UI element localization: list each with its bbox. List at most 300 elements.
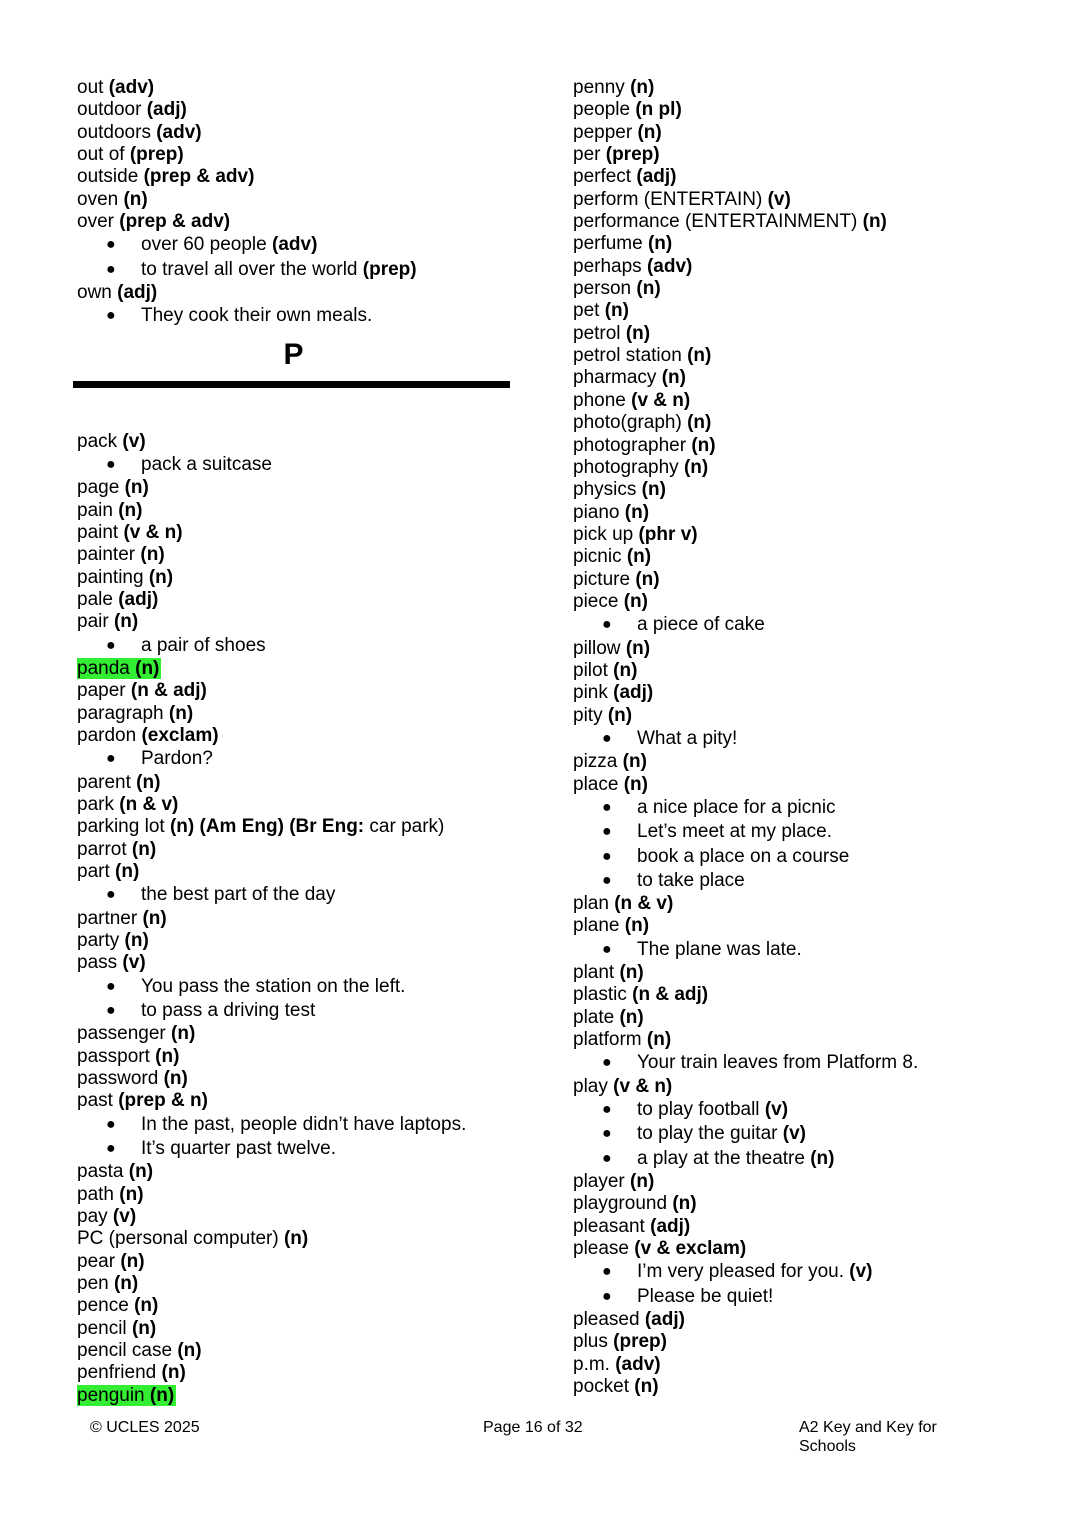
word-entry <box>77 839 527 861</box>
part-of-speech: (n) <box>113 611 139 633</box>
entry-word: outdoors <box>77 121 151 143</box>
bullet-icon: ● <box>602 823 612 841</box>
entry-text <box>573 323 650 344</box>
entry-word: pick up <box>573 523 634 545</box>
word-entry <box>77 431 527 453</box>
part-of-speech: (adj) <box>644 1308 685 1330</box>
entry-word: plant <box>573 962 615 984</box>
example-item <box>77 747 527 771</box>
example-text: Let’s meet at my place. <box>637 821 833 843</box>
entry-text <box>77 816 444 837</box>
entry-text <box>77 589 158 610</box>
word-entry <box>573 479 1053 501</box>
part-of-speech: (prep & n) <box>118 1090 208 1112</box>
entry-word: penguin <box>77 1384 145 1406</box>
word-entry <box>77 1295 527 1317</box>
example-item <box>77 258 527 282</box>
part-of-speech: (n) <box>135 657 160 679</box>
entry-word: painter <box>77 544 136 566</box>
entry-text <box>77 680 207 701</box>
word-entry <box>77 99 527 121</box>
part-of-speech: (n) <box>155 1045 180 1067</box>
part-of-speech: (n) <box>619 962 644 984</box>
entry-word: piece <box>573 590 619 612</box>
word-entry <box>573 367 1053 389</box>
part-of-speech: (n) <box>131 1317 157 1339</box>
part-of-speech: (adv) <box>646 255 693 277</box>
word-entry <box>77 611 527 633</box>
part-of-speech: (n) <box>177 1340 202 1362</box>
section-letter: P <box>283 337 304 371</box>
part-of-speech: (n) <box>124 930 149 952</box>
bullet-icon: ● <box>602 1263 612 1281</box>
part-of-speech: (n) <box>161 1362 186 1384</box>
word-entry <box>573 122 1053 144</box>
entry-word: outside <box>77 166 139 188</box>
word-entry <box>77 1362 527 1384</box>
entry-word: over <box>77 211 114 233</box>
entry-word: pack <box>77 430 118 452</box>
example-text: It’s quarter past twelve. <box>141 1137 337 1159</box>
word-entry <box>573 1029 1053 1051</box>
word-entry <box>573 457 1053 479</box>
word-entry <box>77 1184 527 1206</box>
entry-text <box>77 544 165 565</box>
word-entry <box>77 500 527 522</box>
part-of-speech: (n) <box>171 1023 196 1045</box>
entry-word: petrol <box>573 322 621 344</box>
word-entry <box>573 705 1053 727</box>
entry-word: pillow <box>573 637 621 659</box>
part-of-speech: (n) <box>637 121 662 143</box>
bullet-icon: ● <box>602 1287 612 1305</box>
word-entry <box>77 77 527 99</box>
highlighted-entry <box>77 658 527 680</box>
part-of-speech: (n pl) <box>635 99 682 121</box>
word-entry <box>573 1076 1053 1098</box>
entry-text <box>77 1090 208 1111</box>
word-entry <box>573 323 1053 345</box>
entry-word: oven <box>77 188 119 210</box>
part-of-speech: (n & v) <box>119 794 179 815</box>
part-of-speech: (adj) <box>636 166 677 188</box>
bullet-icon: ● <box>106 307 116 325</box>
example-item <box>573 1285 1053 1309</box>
entry-text <box>77 1184 144 1205</box>
entry-text <box>573 1238 746 1259</box>
entry-text <box>77 144 184 165</box>
part-of-speech: (n) <box>619 1006 644 1028</box>
entry-word: petrol station <box>573 345 682 367</box>
example-item <box>573 938 1053 962</box>
part-of-speech: (prep & adv) <box>119 211 231 233</box>
part-of-speech: (n) <box>683 456 709 478</box>
bullet-icon: ● <box>602 940 612 958</box>
example-text: a piece of cake <box>637 614 765 636</box>
entry-text <box>573 1216 690 1237</box>
example-text: Please be quiet! <box>637 1285 774 1307</box>
part-of-speech: (v) <box>122 952 146 974</box>
entry-text <box>573 435 716 456</box>
part-of-speech: (n) <box>623 590 648 612</box>
part-of-speech: (n) <box>647 233 673 255</box>
word-entry <box>573 345 1053 367</box>
entry-word: photo(graph) <box>573 412 682 434</box>
entry-word: pain <box>77 499 113 521</box>
entry-word: physics <box>573 479 637 501</box>
part-of-speech: (v) <box>112 1205 137 1227</box>
example-item <box>573 1260 1053 1284</box>
word-entry <box>77 908 527 930</box>
word-entry <box>573 390 1053 412</box>
part-of-speech: (phr v) <box>638 523 698 545</box>
word-entry <box>573 77 1053 99</box>
part-of-speech: (adv) <box>156 121 202 143</box>
part-of-speech: (n) <box>623 773 648 795</box>
bullet-icon: ● <box>602 1054 612 1072</box>
entry-text <box>573 638 650 659</box>
entry-text <box>573 774 648 795</box>
example-text: Pardon? <box>141 748 213 770</box>
entry-text <box>573 345 711 366</box>
entry-text <box>77 908 167 929</box>
part-of-speech: (n) <box>624 915 650 937</box>
word-entry <box>573 412 1053 434</box>
example-item <box>573 1147 1053 1171</box>
example-item <box>573 727 1053 751</box>
part-of-speech: (n) <box>630 1170 655 1192</box>
word-entry <box>77 189 527 211</box>
entry-text <box>77 1340 202 1361</box>
word-entry <box>573 1171 1053 1193</box>
entry-word: partner <box>77 907 138 929</box>
part-of-speech: (n) <box>625 322 651 344</box>
bullet-icon: ● <box>106 1115 116 1133</box>
entry-text <box>573 166 676 187</box>
section-divider <box>73 381 510 388</box>
example-item <box>77 1137 527 1161</box>
bullet-icon: ● <box>602 616 612 634</box>
part-of-speech: (n) <box>134 1295 159 1317</box>
example-text: a nice place for a picnic <box>637 796 836 818</box>
entry-word: piano <box>573 501 620 523</box>
word-entry <box>77 1090 527 1112</box>
entry-word: password <box>77 1067 159 1089</box>
entry-text <box>77 1206 136 1227</box>
entry-word: painting <box>77 566 144 588</box>
left-column <box>77 77 527 1407</box>
entry-word: pizza <box>573 751 618 773</box>
example-text: I’m very pleased for you. <box>637 1261 844 1283</box>
word-entry <box>573 256 1053 278</box>
entry-text <box>77 772 160 793</box>
example-item <box>77 1113 527 1137</box>
part-of-speech: (adv) <box>108 77 155 98</box>
entry-text <box>573 390 690 411</box>
entry-word: person <box>573 278 632 300</box>
word-entry <box>573 233 1053 255</box>
entry-text <box>77 1046 179 1067</box>
bullet-icon: ● <box>106 236 116 254</box>
entry-text <box>573 1331 667 1352</box>
example-item <box>77 233 527 257</box>
entry-text <box>77 431 146 452</box>
entry-word: out <box>77 77 104 98</box>
bullet-icon: ● <box>602 798 612 816</box>
entry-text <box>573 144 660 165</box>
entry-text <box>573 278 661 299</box>
part-of-speech: (prep) <box>605 144 660 166</box>
part-of-speech: (n) <box>148 566 174 588</box>
part-of-speech: (n) <box>123 188 148 210</box>
entry-text <box>77 122 202 143</box>
example-item <box>77 999 527 1023</box>
entry-text <box>573 1007 644 1028</box>
entry-word: page <box>77 477 120 499</box>
entry-text <box>573 1029 671 1050</box>
bullet-icon: ● <box>106 1139 116 1157</box>
entry-word: pardon <box>77 725 137 747</box>
part-of-speech: (n) <box>118 499 143 521</box>
bullet-icon: ● <box>602 729 612 747</box>
part-of-speech: (prep) <box>129 144 184 166</box>
example-text: They cook their own meals. <box>141 305 373 327</box>
bullet-icon: ● <box>106 455 116 473</box>
example-text: to travel all over the world <box>141 258 358 280</box>
example-text: to play the guitar <box>637 1123 778 1145</box>
entry-text <box>573 591 648 612</box>
entry-text <box>77 1318 156 1339</box>
word-entry <box>573 189 1053 211</box>
part-of-speech: (n) <box>136 771 161 793</box>
entry-text <box>573 546 651 567</box>
entry-word: pencil <box>77 1317 127 1339</box>
entry-word: perfume <box>573 233 643 255</box>
entry-word: pear <box>77 1250 116 1272</box>
entry-word: outdoor <box>77 99 142 121</box>
entry-word: pleased <box>573 1308 640 1330</box>
entry-text <box>77 1273 138 1294</box>
word-entry <box>573 502 1053 524</box>
part-of-speech: (n) <box>635 568 660 590</box>
entry-word: parent <box>77 771 131 793</box>
word-entry <box>573 1354 1053 1376</box>
entry-note: car park) <box>369 816 445 838</box>
entry-word: pasta <box>77 1161 124 1183</box>
word-entry <box>77 1228 527 1250</box>
entry-word: plate <box>573 1006 615 1028</box>
entry-text <box>573 751 647 772</box>
part-of-speech: (prep) <box>362 258 417 280</box>
bullet-icon: ● <box>602 871 612 889</box>
entry-word: past <box>77 1090 113 1112</box>
word-entry <box>573 144 1053 166</box>
entry-word: paragraph <box>77 702 164 724</box>
part-of-speech: (n) <box>115 861 140 883</box>
word-entry <box>573 1331 1053 1353</box>
entry-text <box>77 477 149 498</box>
entry-word: penny <box>573 77 625 98</box>
footer-copyright: © UCLES 2025 <box>90 1419 200 1436</box>
entry-word: pencil case <box>77 1340 173 1362</box>
entry-text <box>77 1068 188 1089</box>
entry-word: pence <box>77 1295 129 1317</box>
entry-text <box>77 500 142 521</box>
bullet-icon: ● <box>106 750 116 768</box>
word-entry <box>77 477 527 499</box>
entry-text <box>573 524 698 545</box>
entry-text <box>77 839 156 860</box>
word-entry <box>77 211 527 233</box>
entry-word: pepper <box>573 121 633 143</box>
part-of-speech: (n) <box>283 1228 309 1250</box>
word-entry <box>77 589 527 611</box>
part-of-speech: (v) <box>849 1261 873 1283</box>
part-of-speech: (n) <box>810 1147 835 1169</box>
word-entry <box>77 1318 527 1340</box>
word-entry <box>77 282 527 304</box>
word-entry <box>573 1238 1053 1260</box>
word-entry <box>77 725 527 747</box>
entry-word: perfect <box>573 166 632 188</box>
entry-text <box>573 189 791 210</box>
entry-word: own <box>77 282 112 303</box>
part-of-speech: (n) <box>687 412 712 434</box>
example-item <box>77 883 527 907</box>
example-text: to play football <box>637 1099 760 1121</box>
bullet-icon: ● <box>106 260 116 278</box>
example-item <box>573 613 1053 637</box>
entry-word: playground <box>573 1193 668 1215</box>
part-of-speech: (n) <box>124 477 149 499</box>
part-of-speech: (v & n) <box>613 1075 673 1097</box>
entry-word: pair <box>77 611 109 633</box>
bullet-icon: ● <box>602 1125 612 1143</box>
example-text: to pass a driving test <box>141 1000 316 1021</box>
footer-page-number: Page 16 of 32 <box>483 1419 583 1436</box>
word-entry <box>573 278 1053 300</box>
entry-word: pink <box>573 682 608 704</box>
entry-text <box>573 233 672 254</box>
entry-word: pass <box>77 952 118 974</box>
part-of-speech: (v) <box>764 1099 789 1121</box>
word-entry <box>77 1023 527 1045</box>
entry-word: photographer <box>573 434 687 456</box>
word-entry <box>77 1340 527 1362</box>
entry-word: per <box>573 144 601 166</box>
entry-text <box>77 703 193 724</box>
part-of-speech: (n) <box>622 751 647 773</box>
entry-text <box>573 99 682 120</box>
part-of-speech: (n) <box>636 278 661 300</box>
entry-word: platform <box>573 1029 642 1051</box>
example-text: book a place on a course <box>637 845 850 867</box>
entry-text <box>77 1228 308 1249</box>
part-of-speech: (n) <box>131 838 157 860</box>
word-entry <box>573 1309 1053 1331</box>
example-text: You pass the station on the left. <box>141 975 406 997</box>
entry-text <box>573 1354 661 1375</box>
part-of-speech: (n) <box>142 907 167 929</box>
part-of-speech: (v) <box>782 1123 806 1145</box>
part-of-speech: (n) <box>672 1193 697 1215</box>
part-of-speech: (v & exclam) <box>634 1238 747 1260</box>
word-entry <box>573 300 1053 322</box>
word-entry <box>573 893 1053 915</box>
entry-word: plus <box>573 1331 608 1353</box>
part-of-speech: (n) <box>613 659 638 681</box>
entry-text <box>573 682 653 703</box>
entry-text <box>573 1376 659 1397</box>
word-entry <box>77 1161 527 1183</box>
word-entry <box>573 638 1053 660</box>
entry-text <box>77 1023 195 1044</box>
word-entry <box>77 122 527 144</box>
entry-word: passenger <box>77 1023 166 1045</box>
entry-text <box>77 1161 153 1182</box>
word-entry <box>77 952 527 974</box>
entry-word: pale <box>77 589 113 610</box>
entry-word: play <box>573 1075 608 1097</box>
example-item <box>573 796 1053 820</box>
word-entry <box>573 166 1053 188</box>
word-entry <box>573 1193 1053 1215</box>
word-entry <box>77 861 527 883</box>
part-of-speech: (n) <box>687 345 712 367</box>
entry-text <box>573 457 708 478</box>
example-text: over 60 people <box>141 234 267 256</box>
entry-word: parrot <box>77 838 127 860</box>
word-entry <box>573 984 1053 1006</box>
part-of-speech: (adj) <box>146 99 187 121</box>
word-entry <box>573 1216 1053 1238</box>
word-entry <box>77 1046 527 1068</box>
entry-word: path <box>77 1183 114 1205</box>
entry-text <box>77 99 187 120</box>
bullet-icon: ● <box>602 1149 612 1167</box>
word-entry <box>573 524 1053 546</box>
part-of-speech: (n) <box>113 1272 139 1294</box>
word-entry <box>77 567 527 589</box>
entry-word: plastic <box>573 984 627 1006</box>
example-item <box>573 845 1053 869</box>
word-entry <box>77 544 527 566</box>
example-text: to take place <box>637 869 745 891</box>
example-item <box>573 869 1053 893</box>
entry-word: out of <box>77 144 125 166</box>
entry-text <box>573 893 673 914</box>
example-text: The plane was late. <box>637 938 802 960</box>
section-header <box>77 329 527 431</box>
entry-text <box>573 915 649 936</box>
part-of-speech: (adv) <box>272 234 318 256</box>
bullet-icon: ● <box>106 636 116 654</box>
entry-word: p.m. <box>573 1353 610 1375</box>
word-entry <box>573 546 1053 568</box>
part-of-speech: (v & n) <box>123 521 183 543</box>
word-entry <box>77 522 527 544</box>
word-entry <box>77 1206 527 1228</box>
part-of-speech: (adj) <box>613 682 654 704</box>
entry-word: picnic <box>573 546 622 568</box>
example-text: pack a suitcase <box>141 453 272 475</box>
entry-word: pet <box>573 300 600 322</box>
entry-word: place <box>573 773 619 795</box>
entry-text <box>77 930 149 951</box>
part-of-speech: (n) (Am Eng) (Br Eng: <box>169 816 365 838</box>
entry-text <box>573 962 644 983</box>
part-of-speech: (n) <box>163 1067 188 1089</box>
